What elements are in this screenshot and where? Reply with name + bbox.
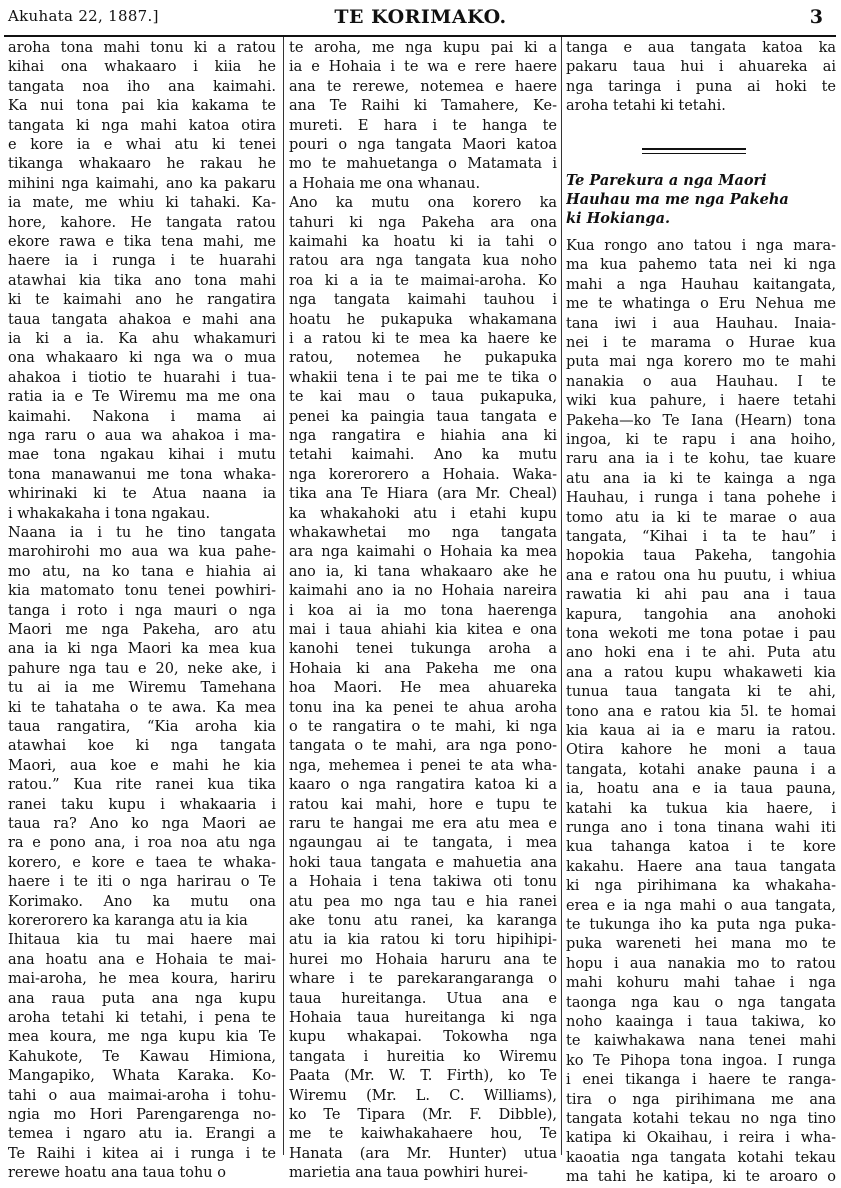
text-line: nga tangata kaimahi tauhou i [289,292,557,309]
text-line: tangata noa iho ana kaimahi. [8,78,276,95]
text-line: a Hohaia i tena takiwa oti tonu [289,874,557,891]
text-line: mahi a nga Hauhau kaitangata, [566,276,836,293]
text-line: ara nga kaimahi o Hohaia ka mea [289,544,557,561]
text-line: aroha tetahi ki tetahi, i pena te [8,1010,276,1026]
text-line: rerewe hoatu ana taua tohu o [8,1165,226,1182]
text-line: raru ana ia i te kohu, tae kuare [566,451,836,468]
text-line: tahuri ki nga Pakeha ara ona [289,214,557,231]
text-line: tomo atu ia ki te marae o aua [566,509,836,526]
text-line: ingoa, ki te rapu i ana hoiho, [566,432,836,448]
section-separator [642,148,746,150]
text-line: rawatia ki ahi pau ana i taua [566,587,836,604]
text-line: aroha tetahi ki tetahi. [566,98,726,115]
text-line: ana hoatu ana e Hohaia te mai- [8,951,276,968]
text-line: me te whatinga o Eru Nehua me [566,296,836,313]
text-line: ra e pono ana, i roa noa atu nga [8,835,276,852]
text-line: Te Raihi i kitea ai i runga i te [8,1145,276,1162]
text-line: roa ki a ia te maimai-aroha. Ko [289,272,557,289]
text-line: tanga e aua tangata katoa ka [566,40,836,56]
text-line: e kore ia e whai atu ki tenei [8,137,276,153]
text-line: ratou.” Kua rite ranei kua tika [8,777,276,794]
text-line: tangata kotahi tekau no nga tino [566,1111,836,1127]
text-line: te aroha, me nga kupu pai ki a [289,40,557,56]
text-line: Hanata (ara Mr. Hunter) utua [289,1145,557,1162]
text-line: mai i taua ahiahi kia kitea e ona [289,622,557,638]
text-line: haere ia i runga i te huarahi [8,253,276,270]
text-line: ana e ratou ona hu puutu, i whiua [566,567,836,584]
text-line: tangata ki nga mahi katoa otira [8,117,276,134]
text-line: Ihitaua kia tu mai haere mai [8,932,276,949]
text-column-1 [8,37,276,1182]
text-column-2 [289,37,557,1182]
text-line: ma kua pahemo tata nei ki nga [566,257,836,274]
text-line: tanga i roto i nga mauri o nga [8,602,276,619]
text-line: ranei taku kupu i whakaaria i [8,796,276,813]
text-line: kanohi tenei tukunga aroha a [289,641,557,658]
text-line: Pakeha—ko Te Iana (Hearn) tona [566,412,836,429]
text-line: ana a ratou kupu whakaweti kia [566,664,836,681]
text-line: tangata, kotahi anake pauna i a [566,761,836,778]
text-line: tu ai ia me Wiremu Tamehana [8,680,276,697]
text-line: ana ia ki nga Maori ka mea kua [8,641,276,658]
text-line: ano ia, ki tana whakaaro ake he [289,563,557,580]
text-line: ano hoki ena i te ahi. Puta atu [566,645,836,662]
text-line: te kaiwhakawa nana tenei mahi [566,1033,836,1050]
text-line: mae tona ngakau kihai i mutu [8,447,276,464]
text-line: Kahukote, Te Kawau Himiona, [8,1048,276,1065]
text-line: whare i te parekarangaranga o [289,971,557,988]
text-line: haere i te iti o nga harirau o Te [8,874,276,891]
text-line: tangata, “Kihai i ta te hau” i [566,529,836,545]
text-line: mahi kohuru mahi tahae i nga [566,975,836,992]
text-line: Maori me nga Pakeha, aro atu [8,622,276,638]
text-line: Naana ia i tu he tino tangata [8,525,276,541]
text-line: hoa Maori. He mea ahuareka [289,680,557,697]
text-line: pahure nga tau e 20, neke ake, i [8,660,276,677]
text-line: i koa ai ia mo tona haerenga [289,602,557,619]
text-line: taua tangata ahakoa e mahi ana [8,311,276,328]
text-line: nga, mehemea i penei te ata wha- [289,757,557,774]
text-line: Hohaia taua hureitanga ki nga [289,1010,557,1026]
text-line: ko Te Tipara (Mr. F. Dibble), [289,1107,557,1123]
text-line: kaaro o nga rangatira katoa ki a [289,777,557,794]
text-line: taua hureitanga. Utua ana e [289,990,557,1007]
text-line: atawhai kia tika ano tona mahi [8,272,276,289]
text-line: ia e Hohaia i te wa e rere haere [289,59,557,76]
text-line: ki nga pirihimana ka whakaha- [566,878,836,895]
text-line: pouri o nga tangata Maori katoa [289,137,557,153]
text-line: taua ra? Ano ko nga Maori ae [8,816,276,832]
text-line: kupu whakapai. Tokowha nga [289,1029,557,1046]
text-line: tunua taua tangata ki te ahi, [566,684,836,701]
text-line: ahakoa i tiotio te huarahi i tua- [8,369,276,386]
text-line: tona manawanui me tona whaka- [8,466,276,483]
text-line: ia, hoatu ana e ia taua pauna, [566,781,836,798]
text-line: temea i ngaro atu ia. Erangi a [8,1126,276,1143]
text-line: ka whakahoki atu i etahi kupu [289,505,557,522]
text-line: whakawhetai mo nga tangata [289,525,557,541]
text-line: o te rangatira o te mahi, ki nga [289,719,557,735]
text-line: ko Te Pihopa tona ingoa. I runga [566,1052,836,1069]
text-line: atawhai koe ki nga tangata [8,738,276,755]
text-line: kakahu. Haere ana taua tangata [566,858,836,875]
text-line: Paata (Mr. W. T. Firth), ko Te [289,1068,557,1085]
text-line: kia matomato tonu tenei powhiri- [8,583,276,600]
text-line: nga taringa i puna ai hoki te [566,78,836,95]
text-line: tono ana e ratou kia 5l. te homai [566,703,836,720]
text-line: Ano ka mutu ona korero ka [289,195,557,212]
text-line: kaimahi ka hoatu ki ia tahi o [289,234,557,250]
text-line: ekore rawa e tika tena mahi, me [8,234,276,250]
text-line: mureti. E hara i te hanga te [289,117,557,134]
text-line: ratia ia e Te Wiremu ma me ona [8,389,276,406]
text-line: puta mai nga korero mo te mahi [566,354,836,371]
text-line: ngaungau ai te tangata, i mea [289,835,557,852]
text-line: puka wareneti hei mana mo te [566,936,836,953]
text-line: tana iwi i aua Hauhau. Inaia- [566,315,836,332]
text-line: tikanga whakaaro he rakau he [8,156,276,173]
section-separator [642,153,746,154]
page-header [0,0,841,40]
text-line: hoatu he pukapuka whakamana [289,311,557,328]
text-line: taonga nga kau o nga tangata [566,994,836,1011]
text-line: raru te hangai me era atu mea e [289,816,557,832]
text-line: me te kaiwhakahaere hou, Te [289,1126,557,1143]
text-line: atu ana ia ki te kainga a nga [566,470,836,487]
text-line: Kua rongo ano tatou i nga mara- [566,238,836,254]
text-line: ki te kaimahi ano he rangatira [8,292,276,309]
text-line: marohirohi mo aua wa kua pahe- [8,544,276,561]
text-line: ana te rerewe, notemea e haere [289,78,557,95]
text-line: hopokia taua Pakeha, tangohia [566,548,836,565]
column-divider-1 [283,37,284,1155]
text-line: tetahi kaimahi. Ano ka mutu [289,447,557,464]
text-line: hoki taua tangata e mahuetia ana [289,854,557,871]
text-line: ngia mo Hori Parengarenga no- [8,1107,276,1123]
text-line: ana raua puta ana nga kupu [8,990,276,1007]
text-line: ana Te Raihi ki Tamahere, Ke- [289,98,557,115]
text-line: te tukunga iho ka puta nga puka- [566,917,836,933]
text-line: kapura, tangohia ana anohoki [566,606,836,623]
text-line: tika ana Te Hiara (ara Mr. Cheal) [289,486,557,503]
text-line: i a ratou ki te mea ka haere ke [289,331,557,347]
text-line: atu ia kia ratou ki toru hipihipi- [289,932,557,949]
text-line: ratou kai mahi, hore e tupu te [289,796,557,813]
text-line: hore, kahore. He tangata ratou [8,214,276,231]
text-line: whirinaki ki te Atua naana ia [8,486,276,503]
text-line: mai-aroha, he mea koura, hariru [8,971,276,988]
text-line: tira o nga pirihimana me ana [566,1091,836,1108]
text-line: Hohaia ki ana Pakeha me ona [289,660,557,677]
text-line: katahi ka tukua kia haere, i [566,800,836,817]
text-line: te kai mau o taua pukapuka, [289,389,557,406]
column-divider-2 [561,37,562,1155]
text-line: kaimahi ano ia no Hohaia nareira [289,583,557,600]
text-line: pakaru taua hui i ahuareka ai [566,59,836,76]
text-line: Wiremu (Mr. L. C. Williams), [289,1087,557,1104]
article-title-line: Hauhau ma me nga Pakeha [566,191,789,208]
text-line: ki te tahataha o te awa. Ka mea [8,699,276,716]
text-line: nanakia o aua Hauhau. I te [566,373,836,390]
text-line: katipa ki Okaihau, i reira i wha- [566,1130,836,1147]
text-line: a Hohaia me ona whanau. [289,175,481,192]
text-line: tahi o aua maimai-aroha i tohu- [8,1087,276,1104]
text-line: korerorero ka karanga atu ia kia [8,913,248,929]
text-line: tangata i hureitia ko Wiremu [289,1048,557,1065]
masthead-title: TE KORIMAKO. [334,6,507,28]
text-line: kia kaua ai ia e maru ia ratou. [566,723,836,739]
text-line: wiki kua pahure, i haere tetahi [566,393,836,410]
text-line: Maori, aua koe e mahi he kia [8,757,276,774]
text-line: Otira kahore he moni a taua [566,742,836,759]
text-line: ratou, notemea he pukapuka [289,350,557,367]
text-line: korero, e kore e taea te whaka- [8,854,276,871]
article-title-line: Te Parekura a nga Maori [566,172,767,189]
text-line: tona wekoti me tona potae i pau [566,626,836,642]
text-line: aroha tona mahi tonu ki a ratou [8,40,276,56]
text-line: i enei tikanga i haere te ranga- [566,1072,836,1089]
text-line: mihini nga kaimahi, ano ka pakaru [8,175,276,192]
text-column-3 [566,37,836,1186]
text-line: ratou ara nga tangata kua noho [289,253,557,270]
article-title-line: ki Hokianga. [566,210,671,227]
text-line: ia mate, me whiu ki tahaki. Ka- [8,195,276,212]
text-line: tangata o te mahi, ara nga pono- [289,738,557,755]
text-line: penei ka paingia taua tangata e [289,408,557,425]
text-line: kaimahi. Nakona i mama ai [8,408,276,425]
text-line: ona whakaaro ki nga wa o mua [8,350,276,367]
text-line: mea koura, me nga kupu kia Te [8,1029,276,1046]
text-line: nga raru o aua wa ahakoa i ma- [8,428,276,444]
text-line: mo atu, na ko tana e hiahia ai [8,563,276,580]
text-line: Ka nui tona pai kia kakama te [8,98,276,115]
text-line: nga korerorero a Hohaia. Waka- [289,466,557,483]
text-line: marietia ana taua powhiri hurei- [289,1165,528,1182]
text-line: erea e ia nga mahi o aua tangata, [566,897,836,914]
text-line: ma tahi he katipa, ki te aroaro o [566,1169,836,1186]
text-line: mo te mahuetanga o Matamata i [289,156,557,173]
text-line: Hauhau, i runga i tana pohehe i [566,490,836,507]
text-line: runga ano i tona tinana wahi iti [566,820,836,836]
text-line: Korimako. Ano ka mutu ona [8,893,276,910]
text-line: noho kaainga i taua takiwa, ko [566,1014,836,1030]
issue-date: Akuhata 22, 1887.] [8,7,159,25]
text-line: atu pea mo nga tau e hia ranei [289,893,557,910]
text-line: kaoatia nga tangata kotahi tekau [566,1149,836,1166]
text-line: nei i te marama o Hurae kua [566,335,836,351]
text-line: taua rangatira, “Kia aroha kia [8,719,276,735]
text-line: ia ki a ia. Ka ahu whakamuri [8,331,276,347]
text-line: Mangapiko, Whata Karaka. Ko- [8,1068,276,1085]
text-line: hopu i aua nanakia mo to ratou [566,955,836,972]
text-line: ake tonu atu ranei, ka karanga [289,913,557,929]
text-line: tonu ina ka penei te ahua aroha [289,699,557,716]
text-line: hurei mo Hohaia haruru ana te [289,951,557,968]
text-line: kua tahanga katoa i te kore [566,839,836,856]
text-line: nga rangatira e hiahia ana ki [289,428,557,444]
page-number: 3 [809,6,823,28]
text-line: whakii tena i te pai me te tika o [289,369,557,386]
text-line: kihai ona whakaaro i kiia he [8,59,276,76]
text-line: i whakakaha i tona ngakau. [8,505,211,522]
